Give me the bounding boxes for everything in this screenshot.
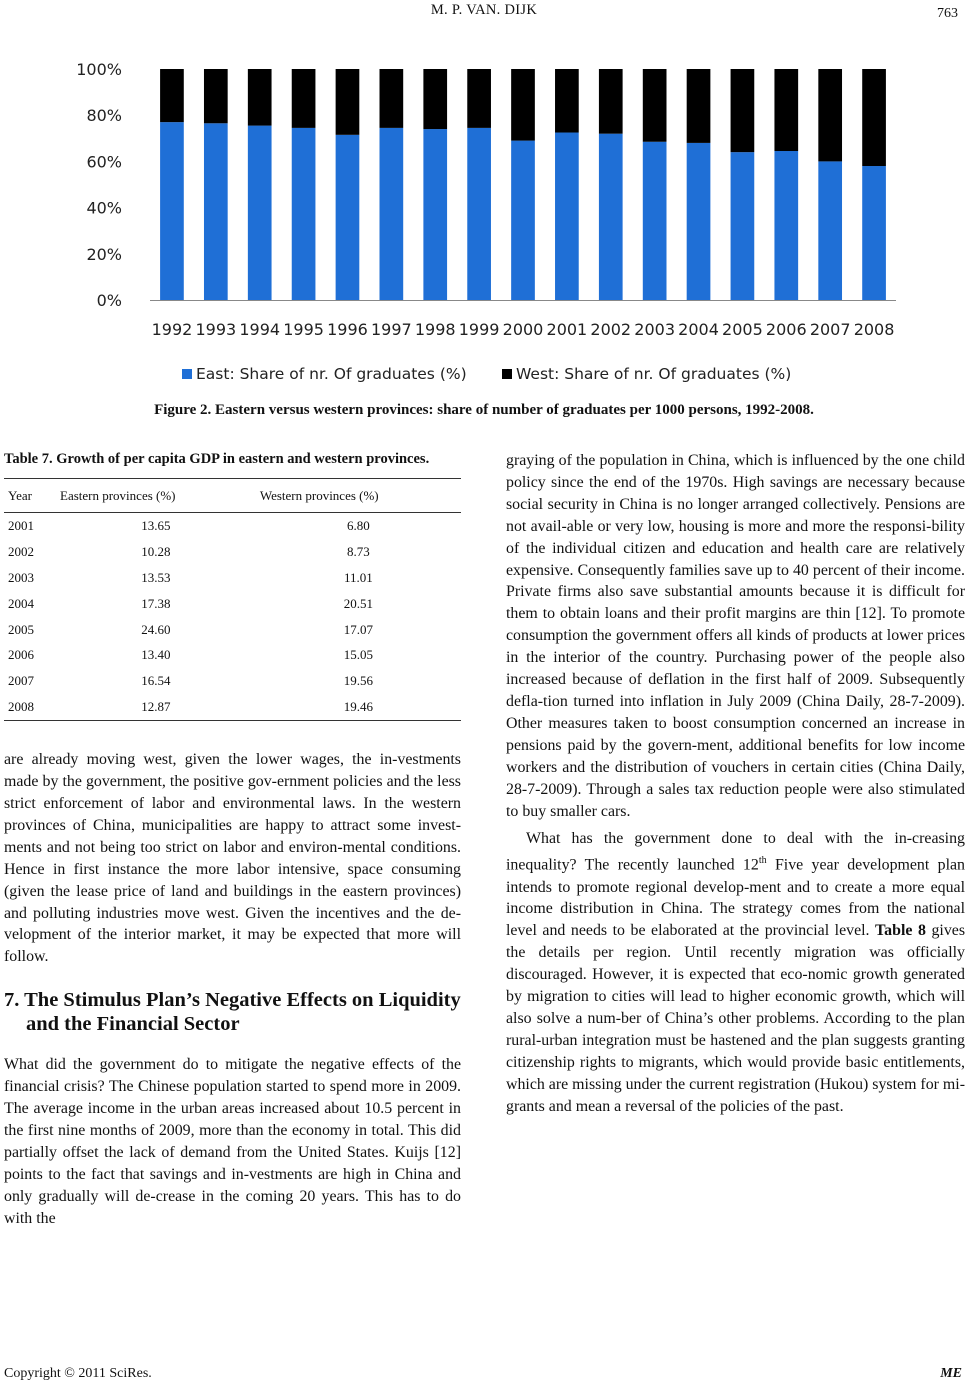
x-tick-label: 1997 [370, 320, 412, 339]
section-heading: 7. The Stimulus Plan’s Negative Effects on Liquidity and the Financial Sector [4, 989, 461, 1036]
gdp-growth-table [4, 478, 461, 721]
table-header-west: Western provinces (%) [256, 479, 461, 513]
y-tick-label: 60% [86, 152, 122, 172]
bar-west [292, 69, 316, 128]
x-tick-label: 1994 [239, 320, 281, 339]
bar-east [292, 128, 316, 300]
cell-west: 8.73 [347, 543, 370, 559]
superscript-th: th [758, 855, 767, 867]
bar-east [731, 152, 755, 300]
bar-west [687, 69, 711, 143]
cell-year: 2006 [8, 647, 34, 663]
cell-year: 2004 [8, 595, 34, 611]
left-column [4, 450, 461, 1229]
cell-year: 2002 [8, 543, 34, 559]
bar-east [380, 128, 404, 300]
table-row [4, 694, 461, 720]
bar-east [687, 143, 711, 300]
bar-west [643, 69, 667, 142]
y-tick-label: 100% [76, 60, 122, 79]
copyright-notice: Copyright © 2011 SciRes. [4, 1366, 152, 1381]
table-row [4, 591, 461, 617]
graduates-share-chart [70, 52, 910, 398]
figure-caption: Figure 2. Eastern versus western provinces: share of number of graduates per 1000 persons, 1992-2008. [154, 402, 814, 418]
bar-west [599, 69, 623, 134]
bar-east [204, 123, 228, 300]
cell-year: 2008 [4, 694, 56, 720]
table-row [4, 539, 461, 565]
bar-east [862, 166, 886, 300]
legend-swatch-west [502, 369, 512, 379]
cell-year: 2005 [8, 621, 34, 637]
cell-west: 19.46 [256, 694, 461, 720]
cell-year: 2007 [8, 673, 34, 689]
table-row [4, 642, 461, 668]
cell-east: 13.65 [141, 517, 171, 533]
x-tick-label: 2001 [546, 320, 588, 339]
bar-west [862, 69, 886, 166]
bar-west [204, 69, 228, 123]
right-paragraph-2 [506, 828, 965, 1117]
cell-east: 16.54 [141, 673, 171, 689]
legend-label-west: West: Share of nr. Of graduates (%) [516, 365, 792, 383]
table-row [4, 565, 461, 591]
bar-east [818, 161, 842, 300]
cell-west: 6.80 [347, 517, 370, 533]
table-8-reference: Table 8 [875, 922, 926, 940]
bar-west [731, 69, 755, 152]
bar-east [336, 135, 360, 300]
cell-west: 11.01 [344, 569, 373, 585]
bar-west [380, 69, 404, 128]
cell-year: 2001 [8, 517, 34, 533]
bar-west [336, 69, 360, 135]
x-tick-label: 2000 [502, 320, 544, 339]
bar-east [774, 151, 798, 300]
x-tick-label: 1999 [458, 320, 500, 339]
table-header-row [4, 479, 461, 513]
journal-abbrev: ME [940, 1366, 962, 1381]
cell-year: 2003 [8, 569, 34, 585]
y-tick-label: 80% [86, 106, 122, 126]
bar-west [248, 69, 272, 126]
bar-east [511, 141, 535, 300]
x-tick-label: 2002 [590, 320, 632, 339]
table-row [4, 668, 461, 694]
x-tick-label: 2004 [678, 320, 719, 339]
bar-east [248, 126, 272, 300]
bar-west [423, 69, 447, 129]
bar-east [467, 128, 491, 300]
table-caption: Table 7. Growth of per capita GDP in eastern and western provinces. [4, 451, 430, 467]
bar-west [467, 69, 491, 128]
y-tick-label: 20% [86, 244, 122, 264]
cell-east: 12.87 [56, 694, 256, 720]
cell-east: 13.40 [141, 647, 171, 663]
right-paragraph-2-part-c: gives the details per region. Until recently migration was officially discouraged. However, it is expected that eco-nomic growth generated by migration to cities will lead to higher economic growth, which will also solve a num-ber of China’s other problems. According to the plan rural-urban integration must be hastened and the plan suggests granting citizenship rights to migrants, which would provide basic entitlements, which are missing under the current registration (Hukou) system for mi-grants and mean a reversal of the policies of the past. [506, 922, 965, 1115]
cell-east: 17.38 [141, 595, 171, 611]
left-paragraph-2: What did the government do to mitigate the negative effects of the financial crisis? The Chinese population started to spend more in 2009. The average income in the urban areas increased about 10.5 percent in the first nine months of 2009, more than the economy in total. This did partially offset the lack of demand from the United States. Kuijs [12] points to the fact that savings and in-vestments are high in China and only gradually will de-crease in the coming 20 years. This has to do with the [4, 1056, 461, 1227]
legend-label-east: East: Share of nr. Of graduates (%) [196, 365, 467, 383]
x-tick-label: 1992 [151, 320, 193, 339]
bar-east [160, 122, 184, 300]
x-tick-label: 2003 [634, 320, 676, 339]
x-tick-label: 2008 [853, 320, 895, 339]
table-header-year: Year [4, 479, 56, 513]
right-paragraph-2-part-b: Five year development plan intends to promote regional develop-ment and to create a more equal income distribution in China. The strategy comes from the national level and needs to be elaborated at the provincial level. [506, 856, 965, 940]
right-column [506, 450, 965, 1117]
bar-west [774, 69, 798, 151]
right-paragraph-1: graying of the population in China, which is influenced by the one child policy since the end of the 1970s. High savings are necessary because social security in China is no longer arranged collectively. Pensions are not avail-able or very low, housing is more and more the responsi-bility of the individual citizen and education and health care are relatively expensive. Consequently families save up to 40 percent of their income. Private firms also save substantial amounts because it is difficult for them to obtain loans and their profit margins are thin [12]. To promote consumption the government offers all kinds of products at lower prices in the interior of the country. Purchasing power of the people also increased because of deflation in the first half of 2009. Subsequently defla-tion turned into inflation in July 2009 (China Daily, 28-7-2009). Other measures taken to boost consumption concerned an increase in pensions paid by the govern-ment, additional benefits for low income workers and the distribution of vouchers in certain cities (China Daily, 28-7-2009). Through a sales tax reduction people were also stimulated to buy smaller cars. [506, 452, 965, 820]
x-tick-label: 1995 [283, 320, 324, 339]
bar-east [643, 142, 667, 300]
y-tick-label: 0% [96, 291, 122, 310]
x-tick-label: 1993 [195, 320, 237, 339]
left-paragraph-1: are already moving west, given the lower wages, the in-vestments made by the government, the positive gov-ernment policies and the less strict enforcement of labor and environmental laws. In the western provinces of China, municipalities are happy to attract some invest-ments and not being too strict on labor and environ-mental conditions. Hence in first instance the more labor intensive, space consuming (given the lease price of land and buildings in the eastern provinces) and polluting industries move west. Given the incentives and the de-velopment of the interior market, it may be expected that more will follow. [4, 751, 461, 966]
x-tick-label: 2007 [809, 320, 851, 339]
x-tick-label: 2006 [765, 320, 807, 339]
right-paragraph-2-part-a: What has the government done to deal with the in-creasing inequality? The recently launched 12 [506, 830, 965, 874]
running-header [0, 2, 968, 26]
cell-east: 13.53 [141, 569, 171, 585]
cell-east: 24.60 [141, 621, 171, 637]
bar-west [818, 69, 842, 161]
table-row [4, 617, 461, 643]
legend-swatch-east [182, 369, 192, 379]
table-header-east: Eastern provinces (%) [56, 479, 256, 513]
bar-east [599, 134, 623, 300]
bar-west [555, 69, 579, 133]
cell-west: 17.07 [343, 621, 374, 637]
bar-west [511, 69, 535, 141]
cell-west: 15.05 [343, 647, 374, 663]
cell-west: 19.56 [343, 673, 374, 689]
x-tick-label: 2005 [722, 320, 763, 339]
table-row [4, 512, 461, 538]
bar-east [555, 133, 579, 300]
x-tick-label: 1998 [414, 320, 456, 339]
x-tick-label: 1996 [327, 320, 368, 339]
running-author: M. P. VAN. DIJK [430, 2, 538, 18]
bar-east [423, 129, 447, 300]
cell-west: 20.51 [343, 595, 374, 611]
cell-east: 10.28 [141, 543, 171, 559]
y-tick-label: 40% [86, 198, 122, 218]
bar-west [160, 69, 184, 122]
page-number: 763 [937, 6, 958, 21]
table-7 [4, 450, 461, 721]
